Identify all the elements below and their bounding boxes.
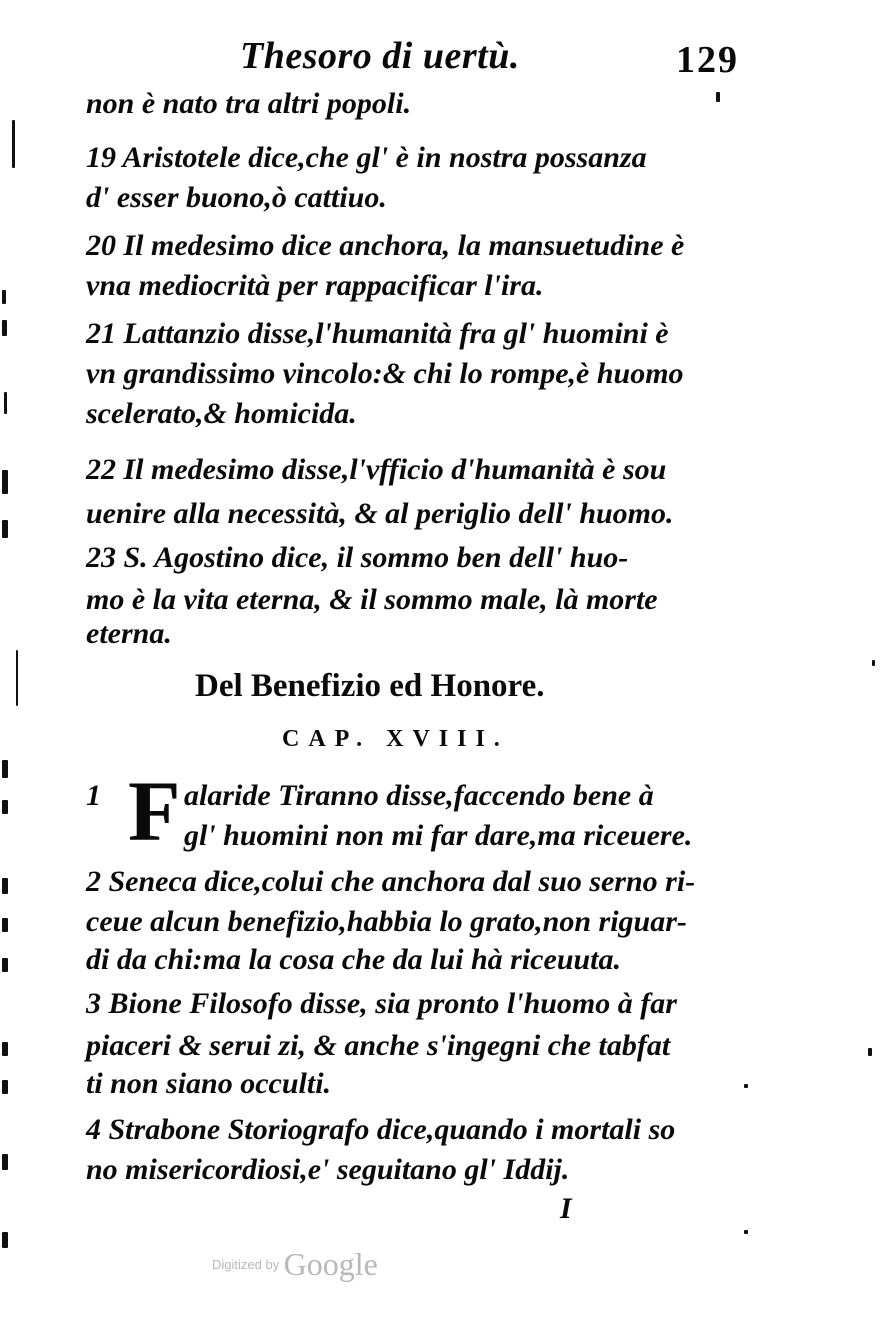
text-line: 4 Strabone Storiografo dice,quando i mortali so <box>86 1113 676 1146</box>
item-number: 1 <box>86 779 101 812</box>
margin-bleed-mark <box>2 1154 8 1170</box>
margin-bleed-mark <box>2 520 8 538</box>
watermark-small-text: Digitized by <box>212 1257 280 1272</box>
chapter-label: CAP. XVIII. <box>282 726 509 752</box>
margin-bleed-mark <box>2 1232 8 1248</box>
margin-bleed-mark <box>2 760 8 778</box>
margin-bleed-mark <box>12 120 15 168</box>
text-line: ti non siano occulti. <box>86 1067 332 1100</box>
text-line: vna mediocrità per rappacificar l'ira. <box>86 269 544 302</box>
text-line: eterna. <box>86 617 172 650</box>
text-line: alaride Tiranno disse,faccendo bene à <box>184 779 654 812</box>
text-line: ceue alcun benefizio,habbia lo grato,non riguar- <box>86 905 687 938</box>
running-title: Thesoro di uertù. <box>240 35 520 77</box>
margin-bleed-mark <box>2 290 6 304</box>
text-line: 2 Seneca dice,colui che anchora dal suo serno ri- <box>86 865 696 898</box>
speck-mark <box>868 1048 872 1056</box>
margin-bleed-mark <box>2 1080 8 1094</box>
text-line: vn grandissimo vincolo:& chi lo rompe,è huomo <box>86 357 684 390</box>
margin-bleed-mark <box>2 320 7 336</box>
text-line: mo è la vita eterna, & il sommo male, là morte <box>86 583 658 616</box>
margin-bleed-mark <box>4 392 7 414</box>
margin-bleed-mark <box>2 918 8 932</box>
page-number: 129 <box>676 39 739 81</box>
text-line: gl' huomini non mi far dare,ma riceuere. <box>184 819 693 852</box>
google-logo-text: Google <box>283 1246 378 1282</box>
speck-mark <box>872 660 875 666</box>
section-heading: Del Benefizio ed Honore. <box>195 668 545 704</box>
text-line: 21 Lattanzio disse,l'humanità fra gl' huomini è <box>86 317 669 350</box>
margin-bleed-mark <box>16 650 18 706</box>
text-line: 23 S. Agostino dice, il sommo ben dell' huo- <box>86 541 629 574</box>
text-line: 19 Aristotele dice,che gl' è in nostra possanza <box>86 141 647 174</box>
drop-cap: F <box>128 763 181 859</box>
text-line: no misericordiosi,e' seguitano gl' Iddij. <box>86 1153 570 1186</box>
speck-mark <box>744 1230 748 1234</box>
margin-bleed-mark <box>2 800 8 814</box>
digitized-by-google-watermark <box>212 1246 378 1283</box>
text-line: 22 Il medesimo disse,l'vfficio d'humanità è sou <box>86 453 667 486</box>
text-line: piaceri & serui zi, & anche s'ingegni che tabfat <box>86 1029 671 1062</box>
speck-mark <box>716 92 720 102</box>
text-line: 3 Bione Filosofo disse, sia pronto l'huomo à far <box>86 987 677 1020</box>
margin-bleed-mark <box>2 958 8 972</box>
margin-bleed-mark <box>2 470 8 494</box>
margin-bleed-mark <box>2 1042 8 1056</box>
text-line: non è nato tra altri popoli. <box>86 87 412 120</box>
margin-bleed-mark <box>2 878 8 894</box>
text-line: 20 Il medesimo dice anchora, la mansuetudine è <box>86 229 685 262</box>
text-line: d' esser buono,ò cattiuo. <box>86 181 387 214</box>
text-line: di da chi:ma la cosa che da lui hà riceuuta. <box>86 943 622 976</box>
speck-mark <box>744 1084 748 1088</box>
catchword: I <box>560 1192 572 1225</box>
text-line: uenire alla necessità, & al periglio dell' huomo. <box>86 497 674 530</box>
text-line: scelerato,& homicida. <box>86 397 357 430</box>
